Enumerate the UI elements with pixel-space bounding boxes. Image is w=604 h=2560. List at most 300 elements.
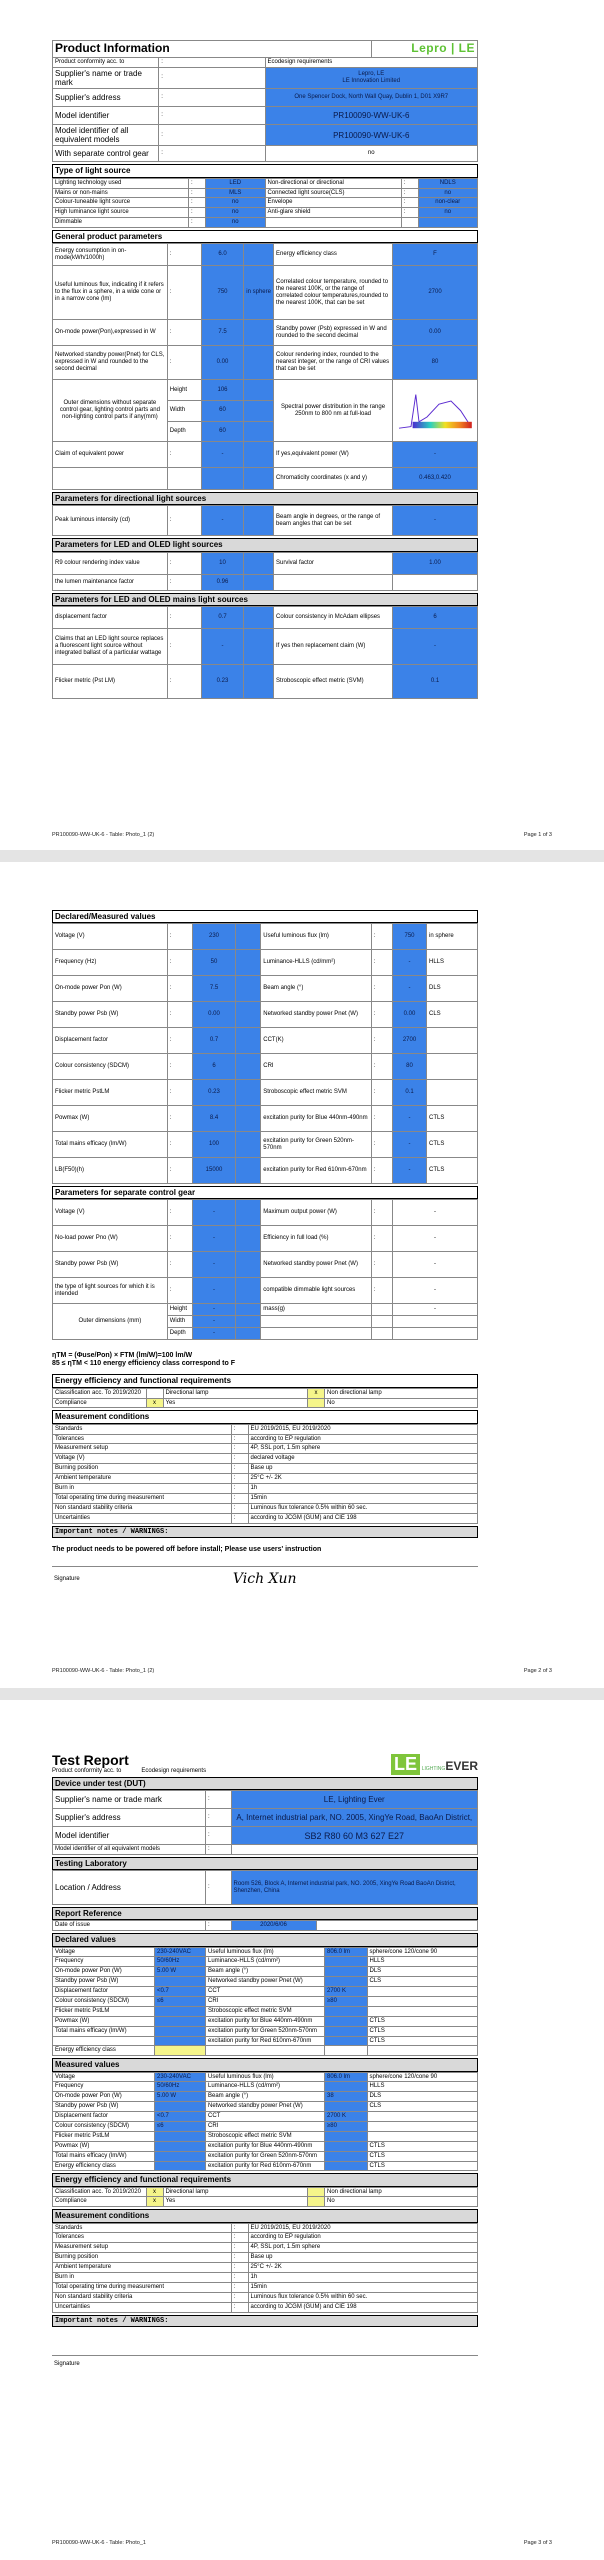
meas-value: 15min xyxy=(248,1493,478,1503)
type-cell: Non-directional or directional xyxy=(265,178,401,188)
dim-width-label: Width xyxy=(167,400,201,421)
eqpower-label: If yes,equivalent power (W) xyxy=(274,442,393,468)
value-label-2: CCT xyxy=(206,1987,325,1997)
flux-value: 750 xyxy=(201,266,244,320)
colon: : xyxy=(371,1158,392,1184)
value-label-2: excitation purity for Blue 440nm-490nm xyxy=(206,2141,325,2151)
measurement-table-3 xyxy=(52,2223,478,2313)
dm-unit: CTLS xyxy=(427,1106,478,1132)
meas-label: Standards xyxy=(53,2223,232,2233)
dm-fill xyxy=(235,1002,261,1028)
meas-label: Ambient temperature xyxy=(53,2263,232,2273)
value-cell-2: ≥80 xyxy=(325,2121,368,2131)
lab-table xyxy=(52,1870,478,1905)
value-label: Frequency xyxy=(53,2082,155,2092)
maintenance-label: the lumen maintenance factor xyxy=(53,574,168,590)
type-cell: Mains or non-mains xyxy=(53,188,189,198)
dm-value-2: 80 xyxy=(393,1054,427,1080)
flux-unit: in sphere xyxy=(244,266,274,320)
meas-row xyxy=(53,1434,478,1444)
directional-table xyxy=(52,505,478,536)
spd-chart xyxy=(393,380,478,442)
signature-table xyxy=(52,1566,478,1593)
value-row xyxy=(53,2006,478,2016)
colon: : xyxy=(206,1845,232,1855)
colon: : xyxy=(231,1454,248,1464)
dm-value: 0.00 xyxy=(193,1002,236,1028)
equivalent-label: Model identifier of all equivalent models xyxy=(53,1845,206,1855)
value-cell xyxy=(155,1977,206,1987)
section-measured: Measured values xyxy=(52,2058,478,2071)
dm-fill xyxy=(235,1028,261,1054)
mass-label: mass(g) xyxy=(261,1304,372,1316)
value-cell xyxy=(155,2102,206,2112)
colon: : xyxy=(167,1080,193,1106)
value-cell-2 xyxy=(325,1957,368,1967)
gear-value: - xyxy=(193,1200,236,1226)
type-cell: Envelope xyxy=(265,198,401,208)
dm-value: 7.5 xyxy=(193,976,236,1002)
type-cell: Connected light source(CLS) xyxy=(265,188,401,198)
dm-value-2: - xyxy=(393,950,427,976)
colon: : xyxy=(206,1791,232,1809)
colon: : xyxy=(231,1464,248,1474)
value-row xyxy=(53,2161,478,2171)
dm-row xyxy=(53,1106,478,1132)
value-unit: CLS xyxy=(367,2102,478,2112)
dimensions-label: Outer dimensions without separate control gear, lighting control parts and non-lighting control parts if any(mm) xyxy=(53,380,168,442)
meas-label: Total operating time during measurement xyxy=(53,2282,232,2292)
meas-row xyxy=(53,2302,478,2312)
value-unit xyxy=(367,2006,478,2016)
gear-value: - xyxy=(193,1278,236,1304)
section-general: General product parameters xyxy=(52,230,478,243)
cct-value: 2700 xyxy=(393,266,478,320)
logo-le: LE xyxy=(391,1754,420,1775)
footer-left: PR100090-WW-UK-6 - Table: Photo_1 (2) xyxy=(52,1668,155,1674)
value-row xyxy=(53,2016,478,2026)
type-cell: Anti-glare shield xyxy=(265,208,401,218)
colon: : xyxy=(206,1871,232,1905)
energy-label: Energy consumption in on-mode(kWh/1000h) xyxy=(53,244,168,266)
value-cell: 5.00 W xyxy=(155,1967,206,1977)
supplier-name: Lepro, LE xyxy=(358,70,385,77)
type-cell: : xyxy=(189,208,206,218)
meas-row xyxy=(53,1513,478,1523)
gear-width-value: - xyxy=(193,1316,236,1328)
colon: : xyxy=(206,1809,232,1827)
colon: : xyxy=(231,2282,248,2292)
page-title: Product Information xyxy=(53,41,372,58)
signature-table-3 xyxy=(52,2355,478,2374)
colon: : xyxy=(167,1132,193,1158)
dm-fill xyxy=(235,1132,261,1158)
value-row xyxy=(53,1967,478,1977)
warning-text: The product needs to be powered off before install; Please use users' instruction xyxy=(52,1545,322,1553)
location-value: Room 526, Block A, Internet industrial park, NO. 2005, XingYe Road BaoAn District, Shenzhen, China xyxy=(231,1871,478,1905)
value-unit xyxy=(367,2112,478,2122)
address-label: Supplier's address xyxy=(53,89,159,107)
value-label-2: CCT xyxy=(206,2112,325,2122)
colon: : xyxy=(371,976,392,1002)
meas-value: declared voltage xyxy=(248,1454,478,1464)
notes-heading-3: Important notes / WARNINGS: xyxy=(52,2315,478,2327)
colon: : xyxy=(167,574,201,590)
type-row xyxy=(53,218,478,228)
type-cell xyxy=(418,218,478,228)
meas-row xyxy=(53,1424,478,1434)
dir-checkbox: x xyxy=(146,2187,163,2197)
colon: : xyxy=(167,244,201,266)
gear-label: Voltage (V) xyxy=(53,1200,168,1226)
compliance-label: Compliance xyxy=(53,2197,147,2207)
type-cell xyxy=(401,218,418,228)
gear-fill xyxy=(235,1252,261,1278)
meas-label: Burn in xyxy=(53,1483,232,1493)
colon: : xyxy=(231,1424,248,1434)
value-label-2: Stroboscopic effect metric SVM xyxy=(206,2131,325,2141)
svm-value: 0.1 xyxy=(393,664,478,698)
onpower-label: On-mode power(Pon),expressed in W xyxy=(53,320,168,346)
colon: : xyxy=(371,1080,392,1106)
sdcm-value: 6 xyxy=(393,606,478,628)
gear-value-2: - xyxy=(393,1278,478,1304)
supplier-label: Supplier's name or trade mark xyxy=(53,67,159,88)
led-table xyxy=(52,552,478,591)
dm-row xyxy=(53,1054,478,1080)
colon: : xyxy=(371,1252,392,1278)
value-label: Flicker metric PstLM xyxy=(53,2006,155,2016)
meas-value: 25°C +/- 2K xyxy=(248,1474,478,1484)
type-cell: : xyxy=(401,198,418,208)
value-row xyxy=(53,2121,478,2131)
type-cell: : xyxy=(189,188,206,198)
classification-label: Classification acc. To 2019/2020 xyxy=(53,1388,147,1398)
value-label-2: excitation purity for Red 610nm-670nm xyxy=(206,2161,325,2171)
colon: : xyxy=(371,1226,392,1252)
value-unit: CLS xyxy=(367,1977,478,1987)
energy-value: 6.0 xyxy=(201,244,244,266)
meas-row xyxy=(53,1493,478,1503)
value-row xyxy=(53,2131,478,2141)
meas-row xyxy=(53,1474,478,1484)
dm-row xyxy=(53,1028,478,1054)
type-cell: Dimmable xyxy=(53,218,189,228)
value-row xyxy=(53,2112,478,2122)
dm-label-2: excitation purity for Green 520nm-570nm xyxy=(261,1132,372,1158)
colon: : xyxy=(231,1503,248,1513)
gear-label: No-load power Pno (W) xyxy=(53,1226,168,1252)
colon: : xyxy=(371,1002,392,1028)
conformity-label: Product conformity acc. to xyxy=(52,1768,122,1775)
meas-label: Uncertainties xyxy=(53,1513,232,1523)
value-unit: CTLS xyxy=(367,2036,478,2046)
ndir-option: Non directional lamp xyxy=(325,2187,478,2197)
value-label-2: CRI xyxy=(206,1996,325,2006)
type-cell: no xyxy=(206,208,266,218)
meas-label: Ambient temperature xyxy=(53,1474,232,1484)
meas-label: Voltage (V) xyxy=(53,1454,232,1464)
equivalent-value: PR100090-WW-UK-6 xyxy=(265,125,478,146)
type-cell: : xyxy=(189,178,206,188)
value-cell xyxy=(155,2006,206,2016)
gear-height-label: Height xyxy=(167,1304,193,1316)
colon: : xyxy=(371,1028,392,1054)
dm-value-2: 2700 xyxy=(393,1028,427,1054)
meas-value: 4P, SSL port, 1.5m sphere xyxy=(248,2243,478,2253)
conformity-value: Ecodesign requirements xyxy=(265,57,478,67)
report-table xyxy=(52,1920,478,1931)
footer-left: PR100090-WW-UK-6 - Table: Photo_1 (2) xyxy=(52,832,155,838)
value-unit: CTLS xyxy=(367,2161,478,2171)
value-unit: sphere/cone 120/cone 90 xyxy=(367,2072,478,2082)
meas-row xyxy=(53,1483,478,1493)
dm-value-2: - xyxy=(393,976,427,1002)
dm-row xyxy=(53,976,478,1002)
value-label-2: Useful luminous flux (lm) xyxy=(206,2072,325,2082)
flux-label: Useful luminous flux, indicating if it refers to the flux in a sphere, in a wide cone or in a narrow cone (lm) xyxy=(53,266,168,320)
signature-label: Signature xyxy=(52,1566,231,1592)
value-cell-2 xyxy=(325,1977,368,1987)
meas-label: Measurement setup xyxy=(53,2243,232,2253)
dm-row xyxy=(53,1080,478,1106)
gear-height-value: - xyxy=(193,1304,236,1316)
value-unit: DLS xyxy=(367,1967,478,1977)
value-row xyxy=(53,2102,478,2112)
meas-row xyxy=(53,2223,478,2233)
dm-fill xyxy=(235,1054,261,1080)
colon: : xyxy=(231,2292,248,2302)
value-row xyxy=(53,2072,478,2082)
model-label: Model identifier xyxy=(53,107,159,125)
dut-table xyxy=(52,1790,478,1855)
colon: : xyxy=(231,1493,248,1503)
type-cell xyxy=(265,218,401,228)
value-row xyxy=(53,2026,478,2036)
meas-row xyxy=(53,2273,478,2283)
value-cell-2: 2700 K xyxy=(325,2112,368,2122)
colon: : xyxy=(167,664,201,698)
claim2-label: Claims that an LED light source replaces a fluorescent light source without integrated ballast of a particular wattage xyxy=(53,628,168,664)
value-label xyxy=(53,2036,155,2046)
svm-label: Stroboscopic effect metric (SVM) xyxy=(274,664,393,698)
gear-value-2: - xyxy=(393,1252,478,1278)
dm-value-2: 750 xyxy=(393,924,427,950)
meas-label: Total operating time during measurement xyxy=(53,1493,232,1503)
page-2 xyxy=(0,862,604,1688)
eqpower-value: - xyxy=(393,442,478,468)
footer-1 xyxy=(52,832,552,838)
value-cell xyxy=(155,2016,206,2026)
meas-label: Tolerances xyxy=(53,1434,232,1444)
colon: : xyxy=(371,1200,392,1226)
value-label: Total mains efficacy (lm/W) xyxy=(53,2026,155,2036)
value-cell xyxy=(155,2141,206,2151)
value-row xyxy=(53,2036,478,2046)
type-cell: non-clear xyxy=(418,198,478,208)
supplier-label: Supplier's name or trade mark xyxy=(53,1791,206,1809)
gear-label-2: compatible dimmable light sources xyxy=(261,1278,372,1304)
dm-table xyxy=(52,923,478,1184)
cri-value: 80 xyxy=(393,346,478,380)
meas-row xyxy=(53,2243,478,2253)
value-cell-2 xyxy=(325,2161,368,2171)
colon: : xyxy=(371,1132,392,1158)
beam-label: Beam angle in degrees, or the range of beam angles that can be set xyxy=(274,506,393,536)
value-cell-2 xyxy=(325,2016,368,2026)
value-row xyxy=(53,1957,478,1967)
gear-fill xyxy=(235,1200,261,1226)
signature: Vich Xun xyxy=(231,1566,478,1592)
value-label-2: excitation purity for Red 610nm-670nm xyxy=(206,2036,325,2046)
value-row xyxy=(53,1977,478,1987)
colon: : xyxy=(167,552,201,574)
value-label: On-mode power Pon (W) xyxy=(53,1967,155,1977)
gear-value: - xyxy=(193,1252,236,1278)
flicker-label: Flicker metric (Pst LM) xyxy=(53,664,168,698)
section-efficiency-3: Energy efficiency and functional requirements xyxy=(52,2173,478,2186)
gear-label: Standby power Psb (W) xyxy=(53,1252,168,1278)
type-row xyxy=(53,178,478,188)
meas-value: 1h xyxy=(248,2273,478,2283)
equivalent-label: Model identifier of all equivalent models xyxy=(53,125,159,146)
colon: : xyxy=(231,2253,248,2263)
value-label: Displacement factor xyxy=(53,1987,155,1997)
r9-label: R9 colour rendering index value xyxy=(53,552,168,574)
colon: : xyxy=(231,1434,248,1444)
gear-label-2: Maximum output power (W) xyxy=(261,1200,372,1226)
gear-label: With separate control gear xyxy=(53,146,159,162)
value-cell xyxy=(155,2151,206,2161)
type-cell: : xyxy=(189,218,206,228)
colon: : xyxy=(167,628,201,664)
dm-label: Flicker metric PstLM xyxy=(53,1080,168,1106)
claim2-value: - xyxy=(201,628,244,664)
conformity-label: Product conformity acc. to xyxy=(53,57,159,67)
meas-value: 25°C +/- 2K xyxy=(248,2263,478,2273)
dm-unit xyxy=(427,1028,478,1054)
gear-row xyxy=(53,1200,478,1226)
value-cell: 5.00 W xyxy=(155,2092,206,2102)
meas-value: 1h xyxy=(248,1483,478,1493)
value-unit xyxy=(367,2131,478,2141)
chroma-label: Chromaticity coordinates (x and y) xyxy=(274,468,393,490)
type-cell: : xyxy=(401,208,418,218)
value-label-2: Networked standby power Pnet (W) xyxy=(206,1977,325,1987)
colon: : xyxy=(159,125,265,146)
value-cell: ≤6 xyxy=(155,2121,206,2131)
colon: : xyxy=(167,320,201,346)
type-cell: Lighting technology used xyxy=(53,178,189,188)
value-cell xyxy=(155,2161,206,2171)
onpower-value: 7.5 xyxy=(201,320,244,346)
value-row xyxy=(53,1987,478,1997)
displacement-value: 0.7 xyxy=(201,606,244,628)
value-label-2: Luminance-HLLS (cd/mm²) xyxy=(206,1957,325,1967)
section-declared: Declared values xyxy=(52,1933,478,1946)
value-unit: CTLS xyxy=(367,2151,478,2161)
dm-label: LB(F50)(h) xyxy=(53,1158,168,1184)
meas-row xyxy=(53,2263,478,2273)
address-value: One Spencer Dock, North Wall Quay, Dublin 1, D01 X9R7 xyxy=(265,89,478,107)
dm-row xyxy=(53,1002,478,1028)
address-label: Supplier's address xyxy=(53,1809,206,1827)
meas-label: Measurement setup xyxy=(53,1444,232,1454)
value-row xyxy=(53,2092,478,2102)
supplier-value: LE, Lighting Ever xyxy=(231,1791,478,1809)
value-unit: DLS xyxy=(367,2092,478,2102)
dm-fill xyxy=(235,950,261,976)
signature-label: Signature xyxy=(52,2355,478,2373)
type-cell: : xyxy=(189,198,206,208)
colon: : xyxy=(167,266,201,320)
ndir-option: Non directional lamp xyxy=(325,1388,478,1398)
claim-value: - xyxy=(201,442,244,468)
dm-unit: CTLS xyxy=(427,1132,478,1158)
dm-row xyxy=(53,924,478,950)
declared-measured-sheet xyxy=(52,908,478,1592)
colon: : xyxy=(167,1278,193,1304)
colon: : xyxy=(231,2233,248,2243)
dm-label: Total mains efficacy (lm/W) xyxy=(53,1132,168,1158)
lighting-ever-logo xyxy=(391,1754,478,1775)
gear-row xyxy=(53,1278,478,1304)
dm-label: Displacement factor xyxy=(53,1028,168,1054)
value-cell xyxy=(155,2026,206,2036)
section-report: Report Reference xyxy=(52,1907,478,1920)
net-standby-label: Networked standby power(Pnet) for CLS, expressed in W and rounded to the second decimal xyxy=(53,346,168,380)
dim-depth-label: Depth xyxy=(167,421,201,442)
value-label-2: excitation purity for Blue 440nm-490nm xyxy=(206,2016,325,2026)
class-value: F xyxy=(393,244,478,266)
dm-value: 50 xyxy=(193,950,236,976)
gear-value-2: - xyxy=(393,1226,478,1252)
value-cell: 50/60Hz xyxy=(155,1957,206,1967)
page-number: Page 2 of 3 xyxy=(523,1668,552,1674)
supplier-company: LE Innovation Limited xyxy=(342,77,401,84)
colon: : xyxy=(167,506,201,536)
meas-value: according to EP regulation xyxy=(248,2233,478,2243)
value-unit: CTLS xyxy=(367,2141,478,2151)
colon: : xyxy=(231,1444,248,1454)
value-cell: 230-240VAC xyxy=(155,1947,206,1957)
section-measurement-3: Measurement conditions xyxy=(52,2209,478,2222)
colon: : xyxy=(159,107,265,125)
declared-table xyxy=(52,1947,478,2057)
section-led: Parameters for LED and OLED light sources xyxy=(52,538,478,551)
meas-value: EU 2019/2015, EU 2019/2020 xyxy=(248,1424,478,1434)
colon: : xyxy=(231,2243,248,2253)
type-cell: Colour-tuneable light source xyxy=(53,198,189,208)
type-cell: : xyxy=(401,188,418,198)
value-cell-2 xyxy=(325,2151,368,2161)
value-cell-2 xyxy=(325,2141,368,2151)
dm-fill xyxy=(235,924,261,950)
dm-unit: CLS xyxy=(427,1002,478,1028)
colon: : xyxy=(167,346,201,380)
no-option: No xyxy=(325,2197,478,2207)
measurement-table xyxy=(52,1424,478,1524)
claim-label: Claim of equivalent power xyxy=(53,442,168,468)
model-value: PR100090-WW-UK-6 xyxy=(265,107,478,125)
dm-label-2: excitation purity for Red 610nm-670nm xyxy=(261,1158,372,1184)
value-row xyxy=(53,2151,478,2161)
colon: : xyxy=(167,950,193,976)
meas-value: Luminous flux tolerance 0.5% within 60 sec. xyxy=(248,1503,478,1513)
gear-width-label: Width xyxy=(167,1316,193,1328)
colon: : xyxy=(167,1226,193,1252)
report-title: Test Report xyxy=(52,1752,129,1768)
